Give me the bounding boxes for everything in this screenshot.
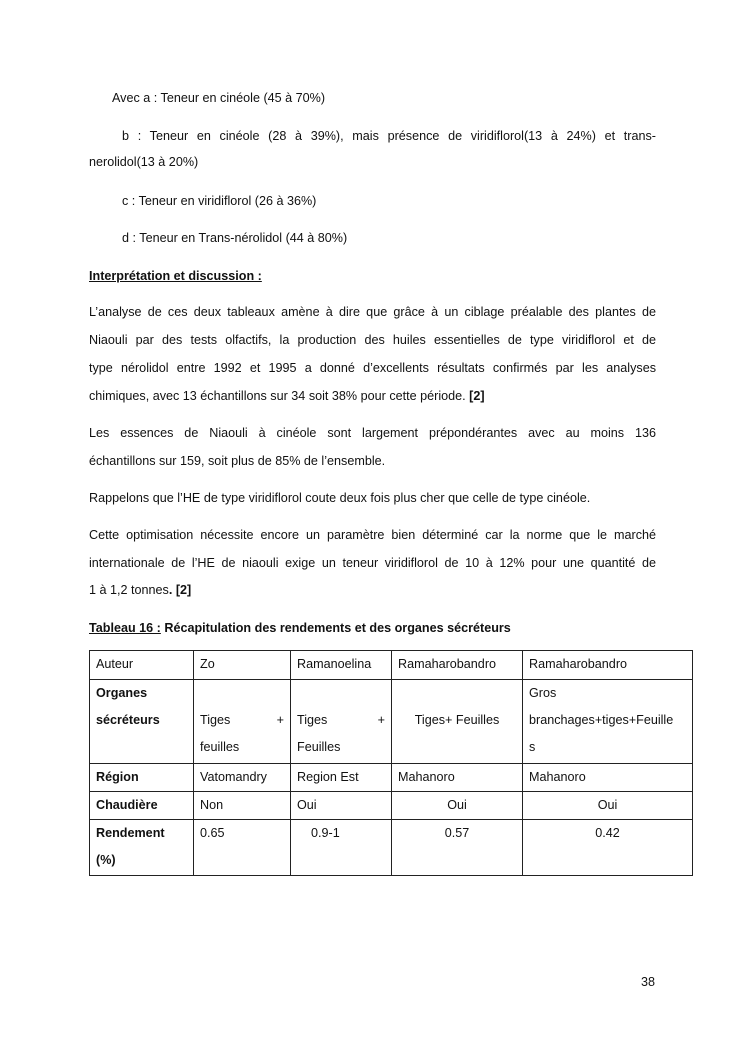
table-cell: Non bbox=[194, 792, 291, 820]
table-row bbox=[90, 651, 693, 680]
table-cell: 0.42 bbox=[523, 820, 693, 876]
table-cell: Oui bbox=[291, 792, 392, 820]
row-label-chaudiere: Chaudière bbox=[90, 792, 194, 820]
table-row bbox=[90, 792, 693, 820]
legend-d: d : Teneur en Trans-nérolidol (44 à 80%) bbox=[122, 231, 348, 245]
table-cell: Vatomandry bbox=[194, 764, 291, 792]
recap-table bbox=[89, 650, 693, 876]
table-caption-title: Récapitulation des rendements et des organes sécréteurs bbox=[164, 621, 511, 635]
table-row bbox=[90, 680, 693, 764]
paragraph1-line3: type nérolidol entre 1992 et 1995 a donné d’excellents résultats confirmés par les analyses bbox=[89, 361, 656, 375]
row-label-rendement: Rendement (%) bbox=[90, 820, 194, 876]
table-cell: Mahanoro bbox=[523, 764, 693, 792]
paragraph1-line1: L’analyse de ces deux tableaux amène à dire que grâce à un ciblage préalable des plantes de bbox=[89, 305, 656, 319]
table-header-cell: Ramaharobandro bbox=[392, 651, 523, 680]
table-cell: Gros branchages+tiges+Feuille s bbox=[523, 680, 693, 764]
legend-b-line2: nerolidol(13 à 20%) bbox=[89, 155, 199, 169]
table-cell: Oui bbox=[523, 792, 693, 820]
paragraph3-line1: Rappelons que l’HE de type viridiflorol coute deux fois plus cher que celle de type cinéole. bbox=[89, 491, 591, 505]
row-label-organes: Organes sécréteurs bbox=[90, 680, 194, 764]
paragraph1-line2: Niaouli par des tests olfactifs, la production des huiles essentielles de type viridiflorol et de bbox=[89, 333, 656, 347]
table-cell: Mahanoro bbox=[392, 764, 523, 792]
table-cell: Oui bbox=[392, 792, 523, 820]
table-row bbox=[90, 820, 693, 876]
table-row bbox=[90, 764, 693, 792]
legend-b-line1: b : Teneur en cinéole (28 à 39%), mais présence de viridiflorol(13 à 24%) et trans- bbox=[122, 129, 656, 143]
table-cell: 0.57 bbox=[392, 820, 523, 876]
paragraph4-line2: internationale de l’HE de niaouli exige un teneur viridiflorol de 10 à 12% pour une quantité de bbox=[89, 556, 656, 570]
table-cell: 0.65 bbox=[194, 820, 291, 876]
paragraph4-line1: Cette optimisation nécessite encore un paramètre bien déterminé car la norme que le marché bbox=[89, 528, 656, 542]
table-cell: Region Est bbox=[291, 764, 392, 792]
citation-ref: [2] bbox=[469, 389, 485, 403]
citation-ref: [2] bbox=[175, 583, 192, 597]
table-header-cell: Zo bbox=[194, 651, 291, 680]
table-header-cell: Ramanoelina bbox=[291, 651, 392, 680]
paragraph2-line1: Les essences de Niaouli à cinéole sont largement prépondérantes avec au moins 136 bbox=[89, 426, 656, 440]
legend-a: Avec a : Teneur en cinéole (45 à 70%) bbox=[112, 91, 326, 105]
table-caption bbox=[89, 620, 511, 636]
table-cell: Tiges + Feuilles bbox=[291, 680, 392, 764]
section-heading: Interprétation et discussion : bbox=[89, 269, 262, 283]
paragraph4-line3: 1 à 1,2 tonnes. [2] bbox=[89, 583, 192, 597]
table-cell: Tiges + feuilles bbox=[194, 680, 291, 764]
table-header-cell: Ramaharobandro bbox=[523, 651, 693, 680]
table-cell: Tiges+ Feuilles bbox=[392, 680, 523, 764]
page-number: 38 bbox=[641, 975, 656, 989]
table-cell: 0.9-1 bbox=[291, 820, 392, 876]
table-caption-label: Tableau 16 : bbox=[89, 621, 161, 635]
paragraph1-line4: chimiques, avec 13 échantillons sur 34 soit 38% pour cette période. [2] bbox=[89, 389, 485, 403]
paragraph2-line2: échantillons sur 159, soit plus de 85% de l’ensemble. bbox=[89, 454, 386, 468]
table-header-cell: Auteur bbox=[90, 651, 194, 680]
row-label-region: Région bbox=[90, 764, 194, 792]
legend-c: c : Teneur en viridiflorol (26 à 36%) bbox=[122, 194, 317, 208]
